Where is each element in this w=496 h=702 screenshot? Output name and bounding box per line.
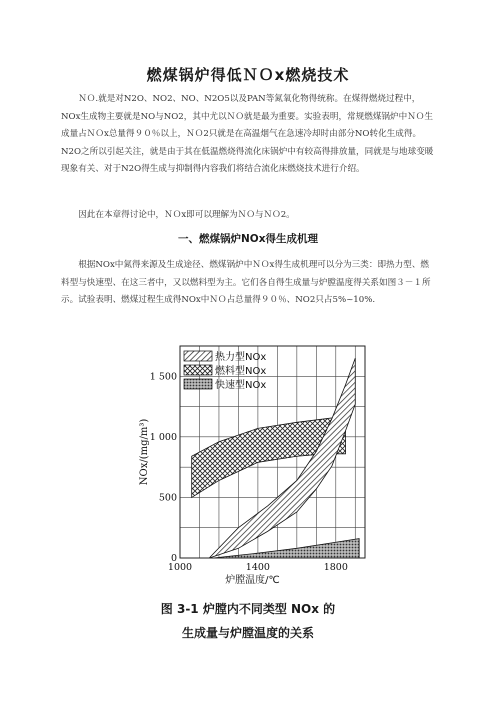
legend-label: 快速型NOx: [215, 380, 267, 391]
mechanism-text: 根据NOx中氮得来源及生成途径、燃煤锅炉中ＮＯx得生成机理可以分为三类：即热力型、燃料型与快速型、在这三者中，又以燃料型为主。它们各自得生成量与炉膛温度得关系如图３－１所示。试验表明、燃煤过程生成得NOx中ＮＯ占总量得９０％、NO2只占5%~10%.: [61, 260, 431, 306]
y-tick-label: 1 000: [149, 431, 177, 443]
y-axis-label: NOx/(mg/m³): [139, 418, 150, 486]
y-tick-label: 500: [158, 492, 177, 504]
y-tick-label: 0: [170, 553, 177, 564]
x-tick-label: 1400: [245, 562, 270, 573]
x-tick-label: 1000: [167, 562, 193, 573]
chart-legend: [184, 350, 266, 391]
nox-temperature-chart: [135, 336, 371, 586]
legend-swatch: [184, 365, 212, 375]
x-tick-label: 1800: [323, 562, 348, 573]
intro-paragraph: [61, 91, 437, 179]
legend-label: 燃料型NOx: [215, 366, 267, 377]
definition-text: 因此在本章得讨论中，ＮＯx即可以理解为ＮＯ与ＮＯ2。: [78, 210, 295, 220]
figure-caption-line2: 生成量与炉膛温度的关系: [181, 626, 314, 640]
definition-paragraph: [61, 207, 437, 225]
legend-label: 热力型NOx: [215, 352, 267, 363]
intro-text: ＮＯ.就是对N2O、NO2、NO、N2O5以及PAN等氮氧化物得统称。在煤得燃烧过程中，NOx生成物主要就是NO与NO2，其中尤以ＮＯ就是最为重要。实验表明，常规燃煤锅炉中ＮＯ生成量占ＮＯx总量得９０％以上，ＮＯ2只就是在高温烟气在急速冷却时由部分NO转化生成得。N2O之所以引起关注，就是由于其在低温燃烧得流化床锅炉中有较高得排放量，同就是与地球变暖现象有关、对于N2O得生成与抑制得内容我们将结合流化床燃烧技术进行介绍。: [61, 94, 434, 175]
legend-swatch: [184, 351, 212, 361]
figure-caption-line1: 图 3-1 炉膛内不同类型 NOx 的: [160, 602, 336, 616]
section-heading: 一、燃煤锅炉NOx得生成机理: [178, 233, 318, 245]
page-title: 燃煤锅炉得低ＮＯx燃烧技术: [146, 66, 350, 84]
mechanism-paragraph: [61, 257, 437, 310]
x-axis-label: 炉膛温度/℃: [225, 575, 280, 586]
y-tick-label: 1 500: [149, 371, 177, 383]
legend-swatch: [184, 379, 212, 389]
